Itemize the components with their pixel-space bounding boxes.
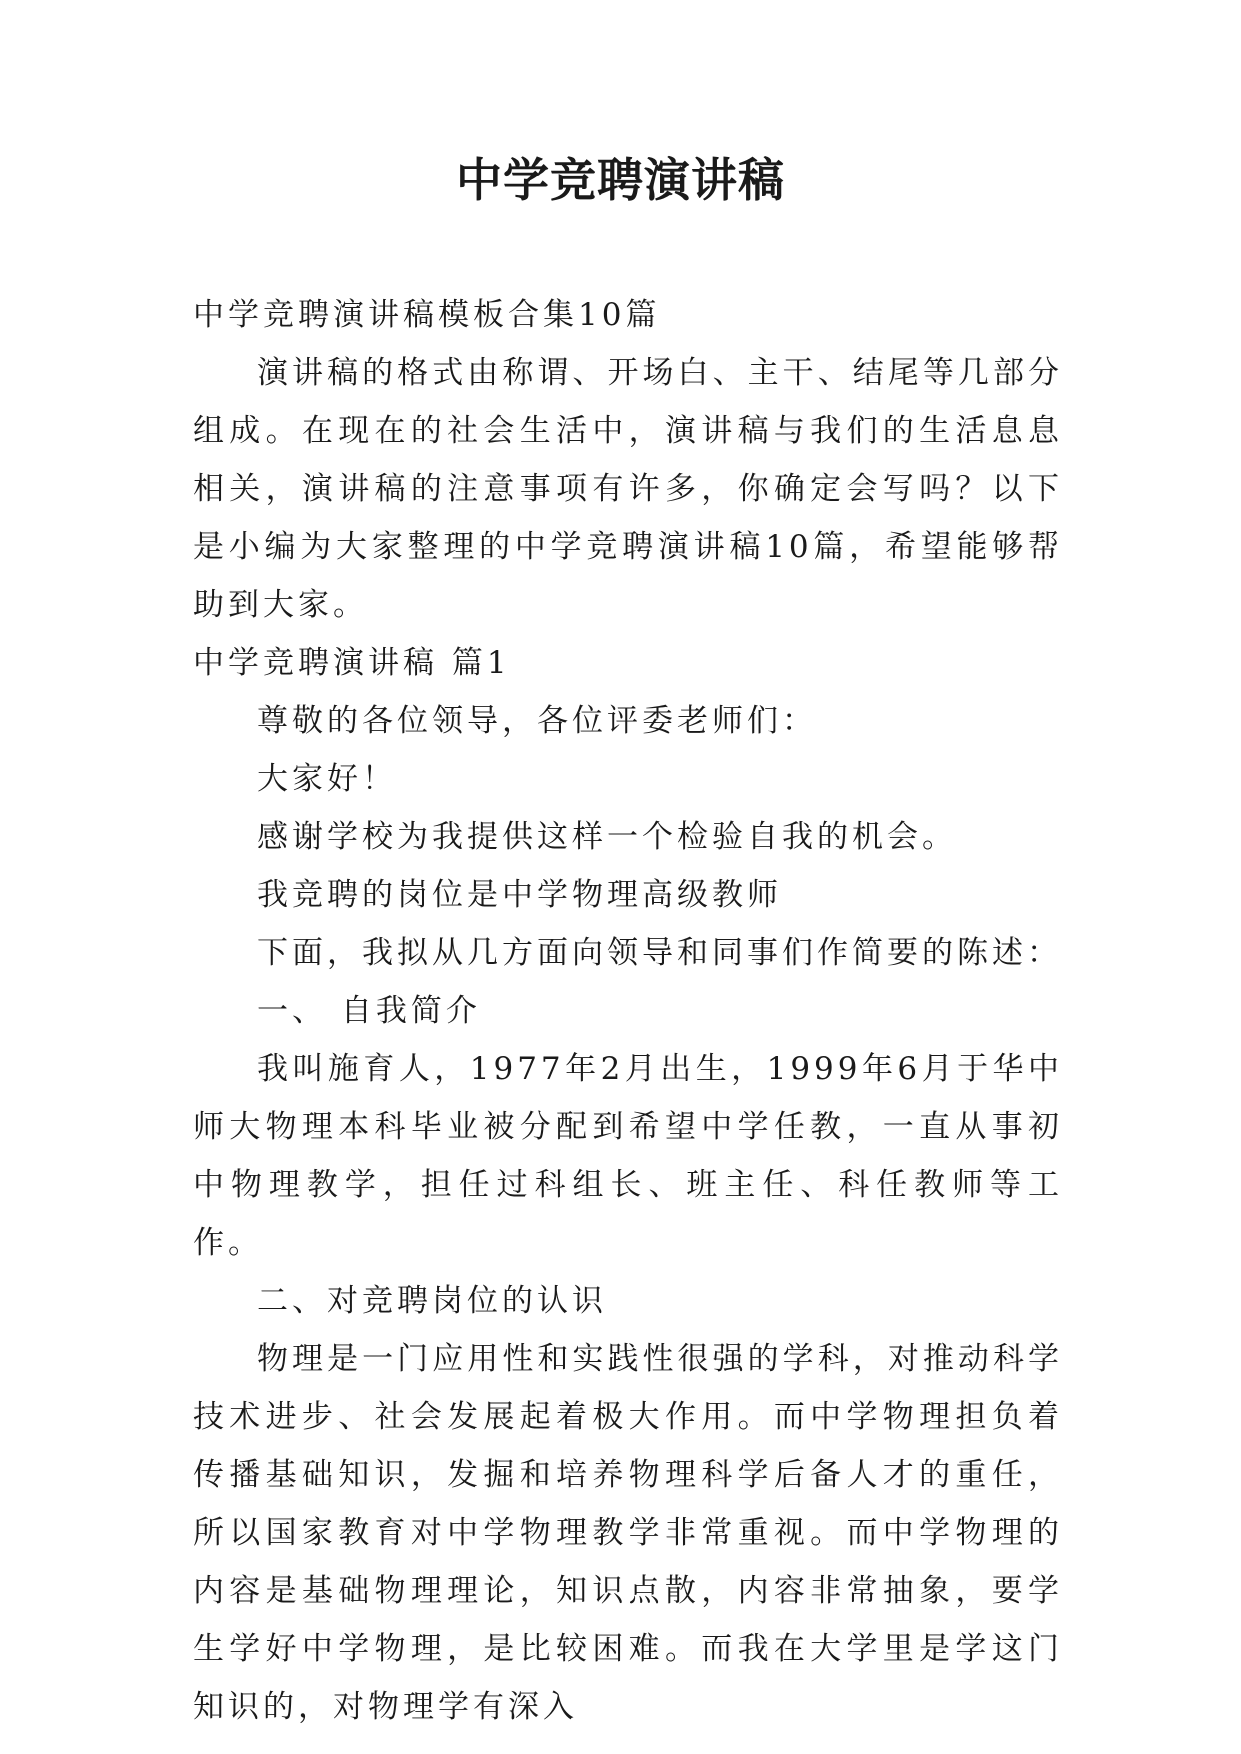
paragraph-subtitle: 中学竞聘演讲稿模板合集10篇 — [193, 297, 661, 333]
paragraph-greeting: 大家好！ — [257, 761, 397, 797]
paragraph-salutation: 尊敬的各位领导，各位评委老师们： — [257, 703, 817, 739]
paragraph-heading-understanding: 二、对竞聘岗位的认识 — [257, 1283, 607, 1319]
paragraph-understanding: 物理是一门应用性和实践性很强的学科，对推动科学技术进步、社会发展起着极大作用。而中学物理担负着传播基础知识，发掘和培养物理科学后备人才的重任，所以国家教育对中学物理教学非常重视。而中学物理的内容是基础物理理论，知识点散，内容非常抽象，要学生学好中学物理，是比较困难。而我在大学里是学这门知识的，对物理学有深入 — [193, 1341, 1063, 1725]
paragraph-section-heading: 中学竞聘演讲稿 篇1 — [193, 645, 511, 681]
paragraph-heading-self-intro: 一、 自我简介 — [257, 993, 481, 1029]
paragraph-self-intro: 我叫施育人，1977年2月出生，1999年6月于华中师大物理本科毕业被分配到希望中学任教，一直从事初中物理教学，担任过科组长、班主任、科任教师等工作。 — [193, 1051, 1063, 1261]
paragraph-position: 我竞聘的岗位是中学物理高级教师 — [257, 877, 782, 913]
paragraph-thanks: 感谢学校为我提供这样一个检验自我的机会。 — [257, 819, 957, 855]
paragraph-intro: 演讲稿的格式由称谓、开场白、主干、结尾等几部分组成。在现在的社会生活中，演讲稿与我们的生活息息相关，演讲稿的注意事项有许多，你确定会写吗？以下是小编为大家整理的中学竞聘演讲稿10篇，希望能够帮助到大家。 — [193, 355, 1063, 623]
paragraph-overview: 下面，我拟从几方面向领导和同事们作简要的陈述： — [257, 935, 1062, 971]
document-body — [193, 286, 1063, 1736]
document-title: 中学竞聘演讲稿 — [456, 153, 785, 207]
